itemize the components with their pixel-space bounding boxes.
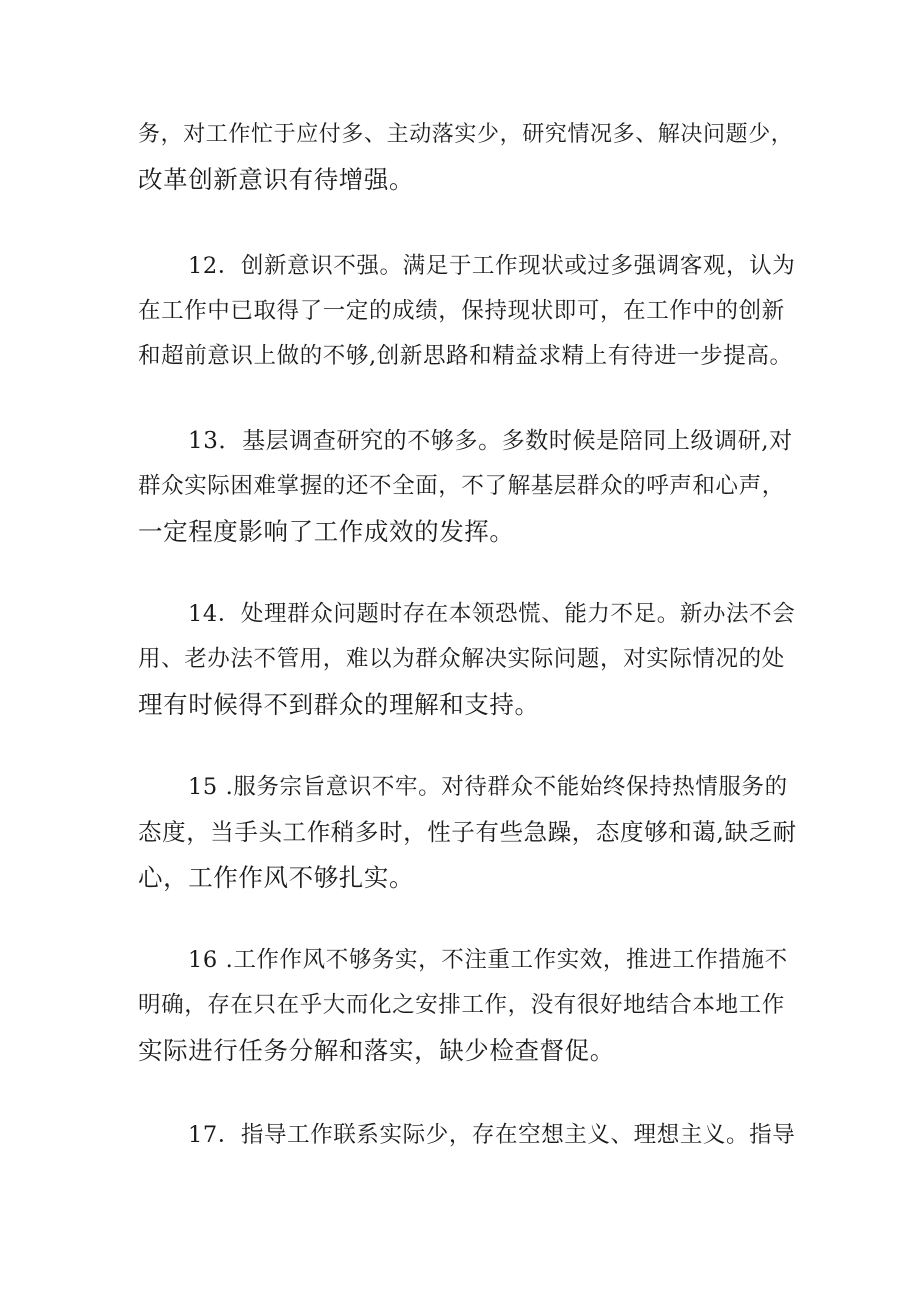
- text-line: 一定程度影响了工作成效的发挥。: [138, 517, 515, 546]
- text-line: 12．创新意识不强。满足于工作现状或过多强调客观，认为: [188, 253, 796, 279]
- paragraph-item-15: [138, 765, 798, 900]
- text-line: 明确，存在只在乎大而化之安排工作，没有很好地结合本地工作: [138, 992, 785, 1018]
- text-line: 实际进行任务分解和落实，缺少检查督促。: [138, 1036, 615, 1065]
- paragraph-item-14: [138, 592, 798, 727]
- paragraph-item-16: [138, 938, 798, 1073]
- text-line: 16 .工作作风不够务实，不注重工作实效，推进工作措施不: [188, 947, 788, 973]
- text-line: 心，工作作风不够扎实。: [138, 863, 415, 892]
- text-line: 态度，当手头工作稍多时，性子有些急躁，态度够和蔼,缺乏耐: [138, 818, 797, 846]
- text-line: 14．处理群众问题时存在本领恐慌、能力不足。新办法不会: [188, 601, 796, 627]
- text-line: 13．基层调查研究的不够多。多数时候是陪同上级调研,对: [188, 428, 793, 454]
- paragraph-continuation: [138, 112, 798, 202]
- text-line: 15 .服务宗旨意识不牢。对待群众不能始终保持热情服务的: [188, 774, 788, 800]
- text-line: 群众实际困难掌握的还不全面，不了解基层群众的呼声和心声，: [138, 473, 785, 499]
- text-line: 在工作中已取得了一定的成绩，保持现状即可，在工作中的创新: [138, 298, 785, 324]
- paragraph-item-13: [138, 419, 798, 554]
- text-line: 理有时候得不到群众的理解和支持。: [138, 690, 540, 719]
- text-line: 17．指导工作联系实际少，存在空想主义、理想主义。指导: [188, 1122, 796, 1148]
- text-line: 和超前意识上做的不够,创新思路和精益求精上有待进一步提高。: [138, 343, 793, 369]
- paragraph-item-12: [138, 244, 798, 379]
- paragraph-item-17: [138, 1113, 798, 1158]
- text-line: 改革创新意识有待增强。: [138, 165, 415, 194]
- text-line: 务，对工作忙于应付多、主动落实少，研究情况多、解决问题少，: [138, 122, 794, 147]
- text-line: 用、老办法不管用，难以为群众解决实际问题，对实际情况的处: [138, 646, 785, 672]
